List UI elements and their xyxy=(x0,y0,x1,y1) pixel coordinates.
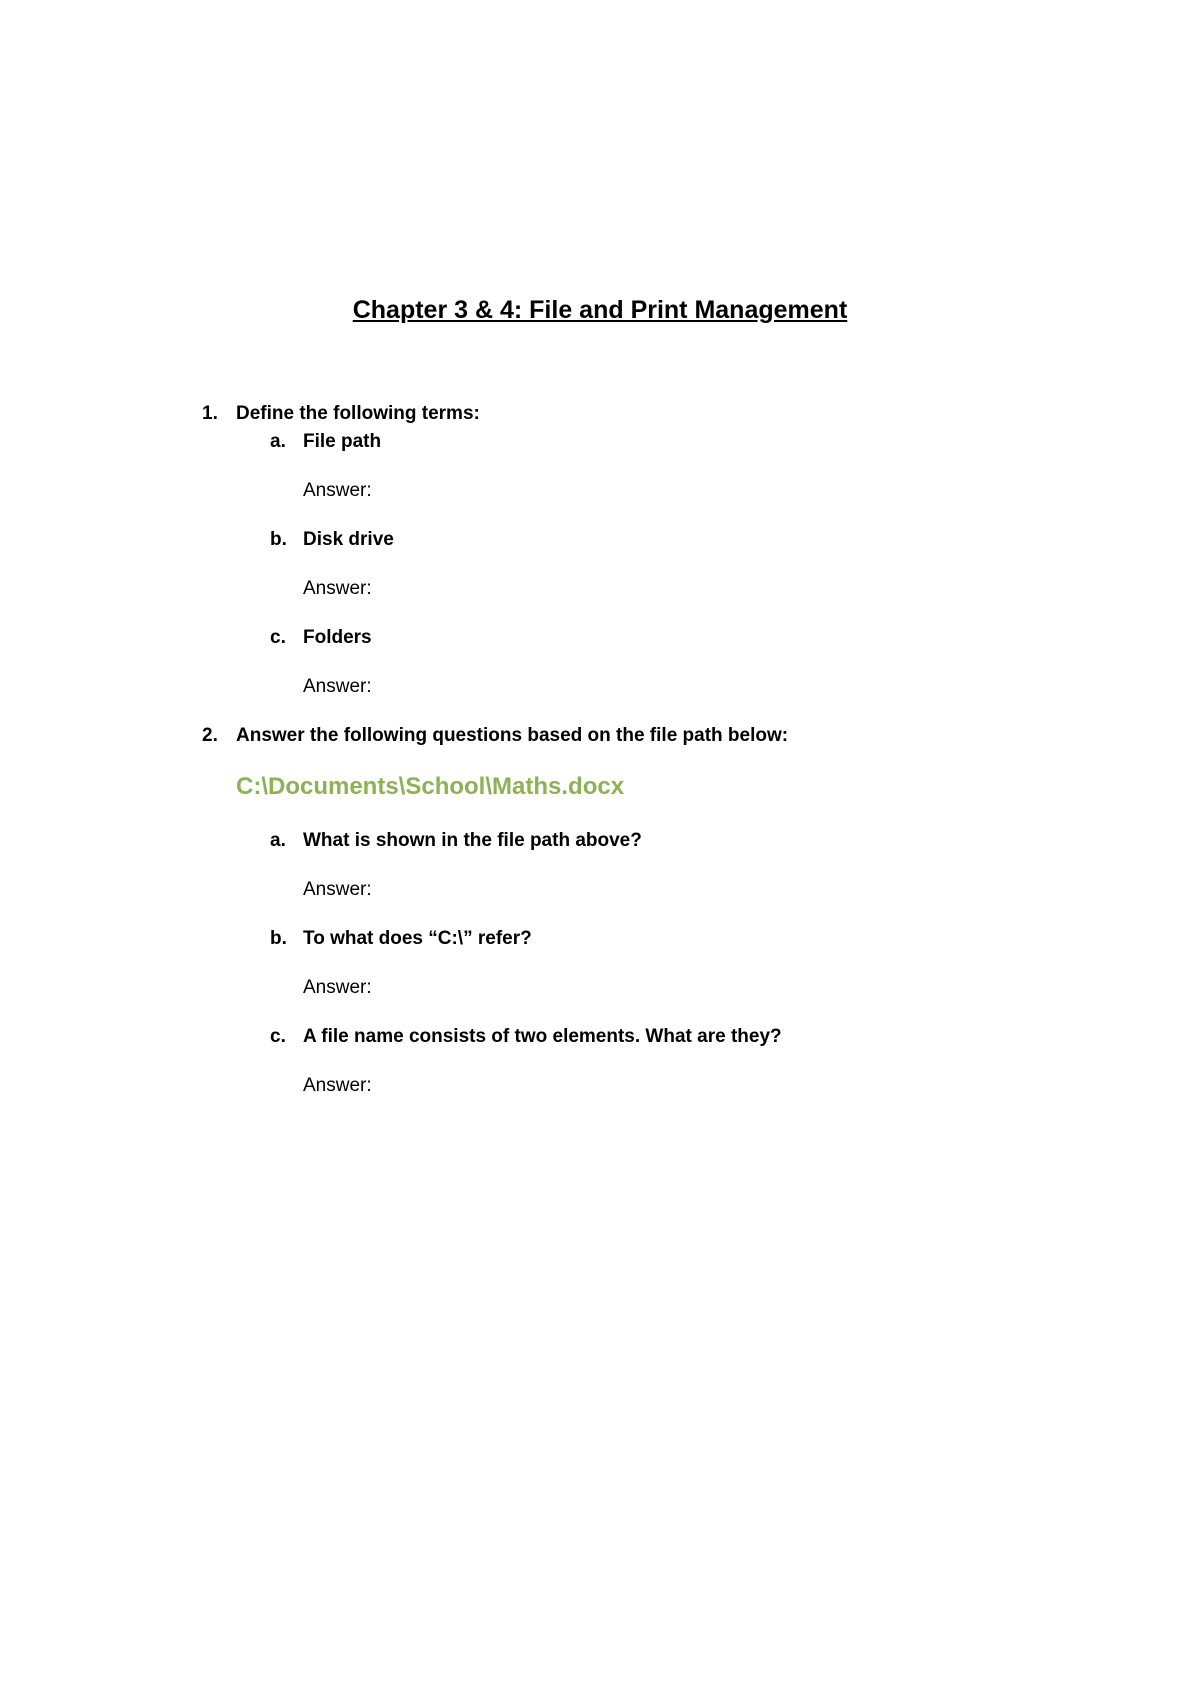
question-1b-text: Disk drive xyxy=(303,529,394,550)
question-2b-answer: Answer: xyxy=(303,977,372,998)
question-2c-answer: Answer: xyxy=(303,1075,372,1096)
page-title: Chapter 3 & 4: File and Print Management xyxy=(352,296,848,324)
question-1b-letter: b. xyxy=(270,529,287,550)
question-1c-letter: c. xyxy=(270,627,286,648)
question-2b-letter: b. xyxy=(270,928,287,949)
question-1c-text: Folders xyxy=(303,627,372,648)
question-1-number: 1. xyxy=(202,403,218,424)
question-2-text: Answer the following questions based on the file path below: xyxy=(236,725,789,746)
question-1a-letter: a. xyxy=(270,431,286,452)
question-1-text: Define the following terms: xyxy=(236,403,480,424)
question-1a-answer: Answer: xyxy=(303,480,372,501)
question-2b-text: To what does “C:\” refer? xyxy=(303,928,532,949)
question-2a-text: What is shown in the file path above? xyxy=(303,830,642,851)
question-2-number: 2. xyxy=(202,725,218,746)
question-2a-letter: a. xyxy=(270,830,286,851)
question-2c-text: A file name consists of two elements. What are they? xyxy=(303,1026,782,1047)
file-path-example: C:\Documents\School\Maths.docx xyxy=(236,773,625,800)
question-2c-letter: c. xyxy=(270,1026,286,1047)
question-1b-answer: Answer: xyxy=(303,578,372,599)
question-1c-answer: Answer: xyxy=(303,676,372,697)
question-1a-text: File path xyxy=(303,431,382,452)
question-2a-answer: Answer: xyxy=(303,879,372,900)
